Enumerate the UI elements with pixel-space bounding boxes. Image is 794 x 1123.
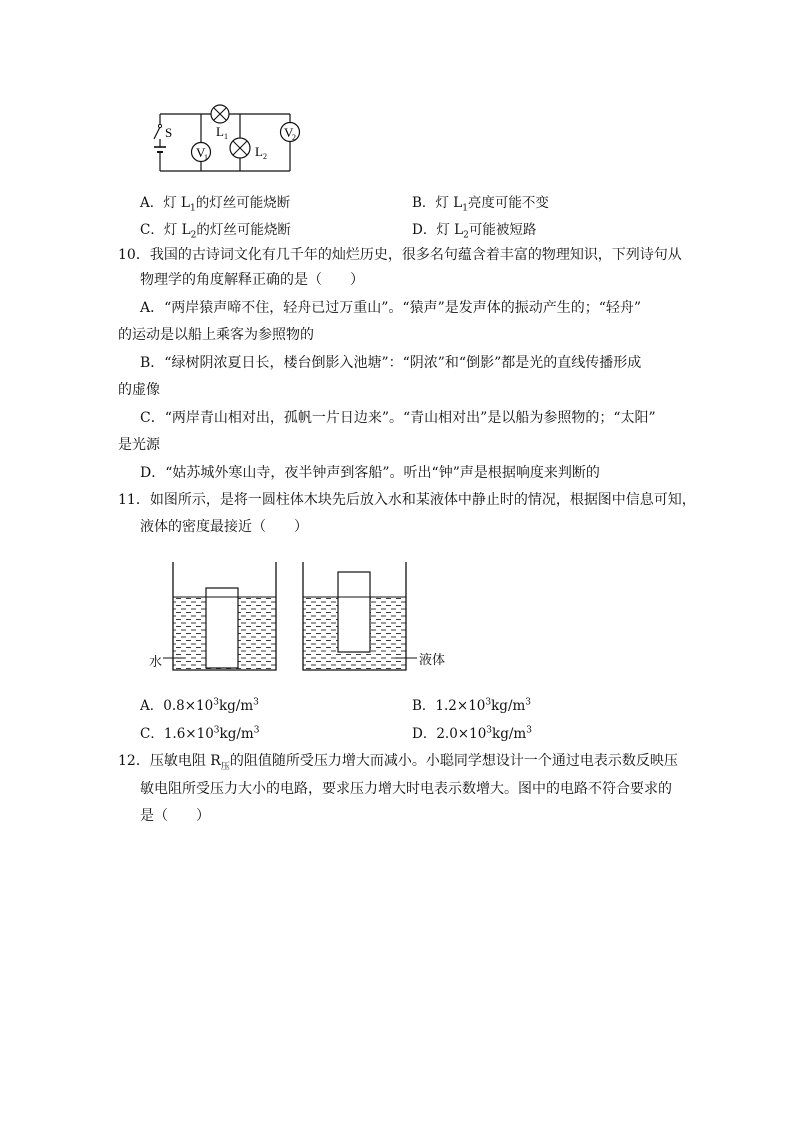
- buoyancy-diagram: [145, 560, 455, 680]
- wood-block-liquid: [338, 572, 370, 652]
- water-label: 水: [149, 655, 163, 670]
- svg-text:1: 1: [224, 132, 228, 141]
- q11-option-d: D．$2.0\times 10^3kg/m^3$: [412, 725, 532, 742]
- q9-option-a: A．灯 $L_1$的灯丝可能烧断: [140, 195, 291, 214]
- q10-option-c-line2: 是光源: [118, 437, 160, 453]
- q10-option-b-line2: 的虚像: [118, 382, 160, 398]
- q10-stem-line2: 物理学的角度解释正确的是（ ）: [140, 272, 364, 288]
- svg-text:1: 1: [204, 153, 208, 162]
- voltmeter-v2-icon: [281, 123, 300, 143]
- q11-stem-line1: 11．如图所示，是将一圆柱体木块先后放入水和某液体中静止时的情况，根据图中信息可知，: [118, 492, 696, 508]
- q11-option-b: B．$1.2\times 10^3kg/m^3$: [412, 697, 532, 714]
- q10-option-a-line1: A．“两岸猿声啼不住，轻舟已过万重山”。“猿声”是发声体的振动产生的；“轻舟”: [140, 300, 642, 316]
- liquid-label: 液体: [419, 653, 446, 668]
- svg-text:2: 2: [292, 133, 296, 142]
- q9-option-d: D．灯 $L_2$可能被短路: [412, 222, 537, 241]
- beaker-water: [163, 562, 276, 670]
- svg-text:2: 2: [263, 152, 267, 161]
- lamp-l1-icon: [211, 105, 229, 123]
- q10-stem-line1: 10．我国的古诗词文化有几千年的灿烂历史，很多名句蕴含着丰富的物理知识，下列诗句从: [118, 247, 682, 263]
- q11-option-a: A．$0.8\times 10^3kg/m^3$: [140, 697, 259, 714]
- q12-line3: 是（ ）: [140, 808, 210, 824]
- q11-option-c: C．$1.6\times 10^3kg/m^3$: [140, 725, 260, 742]
- lamp-l2-icon: [230, 138, 250, 158]
- q10-option-c-line1: C．“两岸青山相对出，孤帆一片日边来”。“青山相对出”是以船为参照物的；“太阳”: [140, 410, 656, 426]
- q10-option-b-line1: B．“绿树阴浓夏日长，楼台倒影入池塘”：“阴浓”和“倒影”都是光的直线传播形成: [140, 355, 642, 371]
- switch-label: S: [165, 125, 173, 140]
- wood-block-water: [206, 588, 238, 668]
- q12-line1: 12．压敏电阻 $R_压$的阻值随所受压力增大而减小。小聪同学想设计一个通过电表示数反映压: [118, 753, 678, 772]
- lamp-l2-label: L: [255, 144, 263, 159]
- beaker-liquid: [303, 562, 417, 670]
- q10-option-d: D．“姑苏城外寒山寺，夜半钟声到客船”。听出“钟”声是根据响度来判断的: [140, 465, 600, 481]
- q9-option-c: C．灯 $L_2$的灯丝可能烧断: [140, 222, 291, 241]
- circuit-diagram: [140, 95, 310, 185]
- q9-option-b: B．灯 $L_1$亮度可能不变: [412, 195, 549, 214]
- q12-line2: 敏电阻所受压力大小的电路，要求压力增大时电表示数增大。图中的电路不符合要求的: [140, 781, 672, 797]
- voltmeter-v1-icon: [192, 143, 211, 163]
- lamp-l1-label: L: [216, 124, 224, 139]
- q10-option-a-line2: 的运动是以船上乘客为参照物的: [118, 327, 314, 343]
- switch-lever: [154, 127, 160, 139]
- svg-text:V: V: [196, 145, 206, 160]
- q11-stem-line2: 液体的密度最接近（ ）: [140, 519, 308, 535]
- svg-text:V: V: [284, 125, 294, 140]
